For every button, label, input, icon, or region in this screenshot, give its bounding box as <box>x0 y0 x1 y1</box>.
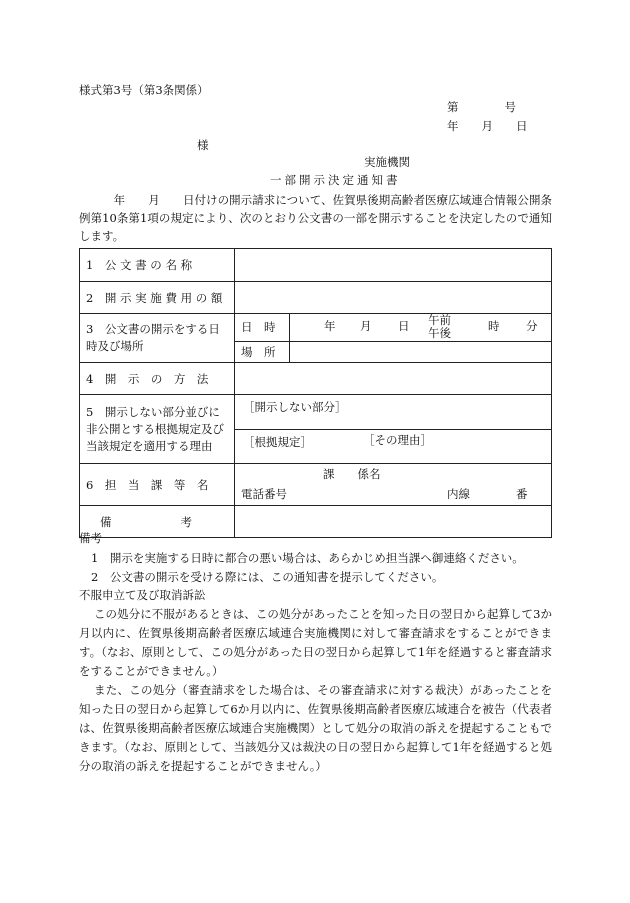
row-label: 1 公 文 書 の 名 称 <box>80 249 235 282</box>
extension-label: 内線 番 <box>447 487 528 501</box>
basis-label: ［根拠規定］ <box>243 434 312 449</box>
appeal-paragraph: この処分に不服があるときは、この処分があったことを知った日の翌日から起算して3か月以内に、佐賀県後期高齢者医療広域連合実施機関に対して審査請求をすることができます。（なお、原則として、この処分があった日の翌日から起算して1年を経過すると審査請求をすることができません。） <box>79 607 552 678</box>
table-row <box>80 314 552 363</box>
am-label: 午前 <box>428 313 451 327</box>
contact-cell <box>235 464 552 506</box>
nondisclosure-cell <box>235 395 552 464</box>
fee-cell <box>235 282 552 314</box>
agency-name: 実施機関 <box>364 155 410 169</box>
appeal-paragraph: また、この処分（審査請求をした場合は、その審査請求に対する裁決）があったことを知った日の翌日から起算して6か月以内に、佐賀県後期高齢者医療広域連合を被告（代表者は、佐賀県後期高齢者医療広域連合実施機関）として処分の取消の訴えを提起することもできます。（なお、原則として、当該処分又は裁決の日の翌日から起算して1年を経過すると処分の取消の訴えを提起することができません。） <box>79 683 552 773</box>
reason-label: ［その理由］ <box>363 432 432 447</box>
date-label: 日 時 <box>235 314 290 341</box>
place-label: 場 所 <box>235 341 290 362</box>
row-label: 3 公文書の開示をする日時及び場所 <box>80 314 235 363</box>
remarks-cell <box>235 506 552 538</box>
note-item: 1 開示を実施する日時に都合の悪い場合は、あらかじめ担当課へ御連絡ください。 <box>91 551 524 565</box>
table-row <box>80 395 552 464</box>
document-date: 年 月 日 <box>447 119 528 133</box>
table-row <box>80 506 552 538</box>
row-label: 備 考 <box>80 506 235 538</box>
document-name-cell <box>235 249 552 282</box>
row-label: 4 開 示 の 方 法 <box>80 363 235 395</box>
method-cell <box>235 363 552 395</box>
datetime-place-cell <box>235 314 552 363</box>
nondisclosed-part-label: ［開示しない部分］ <box>235 395 551 429</box>
row-label: 6 担 当 課 等 名 <box>80 464 235 506</box>
table-row <box>80 363 552 395</box>
note-item: 2 公文書の開示を受ける際には、この通知書を提示してください。 <box>91 570 444 584</box>
row-label: 5 開示しない部分並びに非公開とする根拠規定及び当該規定を適用する理由 <box>80 395 235 464</box>
decision-table <box>79 248 552 538</box>
pm-label: 午後 <box>428 326 451 340</box>
addressee: 様 <box>197 138 209 152</box>
document-number: 第 号 <box>447 100 516 114</box>
row-label: 2 開 示 実 施 費 用 の 額 <box>80 282 235 314</box>
table-row <box>80 464 552 506</box>
section-label: 課 係名 <box>323 467 381 481</box>
form-label: 様式第3号（第3条関係） <box>79 83 209 97</box>
table-row <box>80 282 552 314</box>
appeal-heading: 不服申立て及び取消訴訟 <box>79 588 206 602</box>
place-value <box>290 341 552 362</box>
table-row <box>80 249 552 282</box>
notes-heading: 備考 <box>79 531 102 545</box>
phone-label: 電話番号 <box>241 487 287 501</box>
page-title: 一部開示決定通知書 <box>270 173 401 187</box>
date-value: 年 月 日 午前 午後 時 分 <box>290 314 552 341</box>
intro-paragraph: 年 月 日付けの開示請求について、佐賀県後期高齢者医療広域連合情報公開条例第10条第1項の規定により、次のとおり公文書の一部を開示することを決定したので通知します。 <box>79 193 552 243</box>
